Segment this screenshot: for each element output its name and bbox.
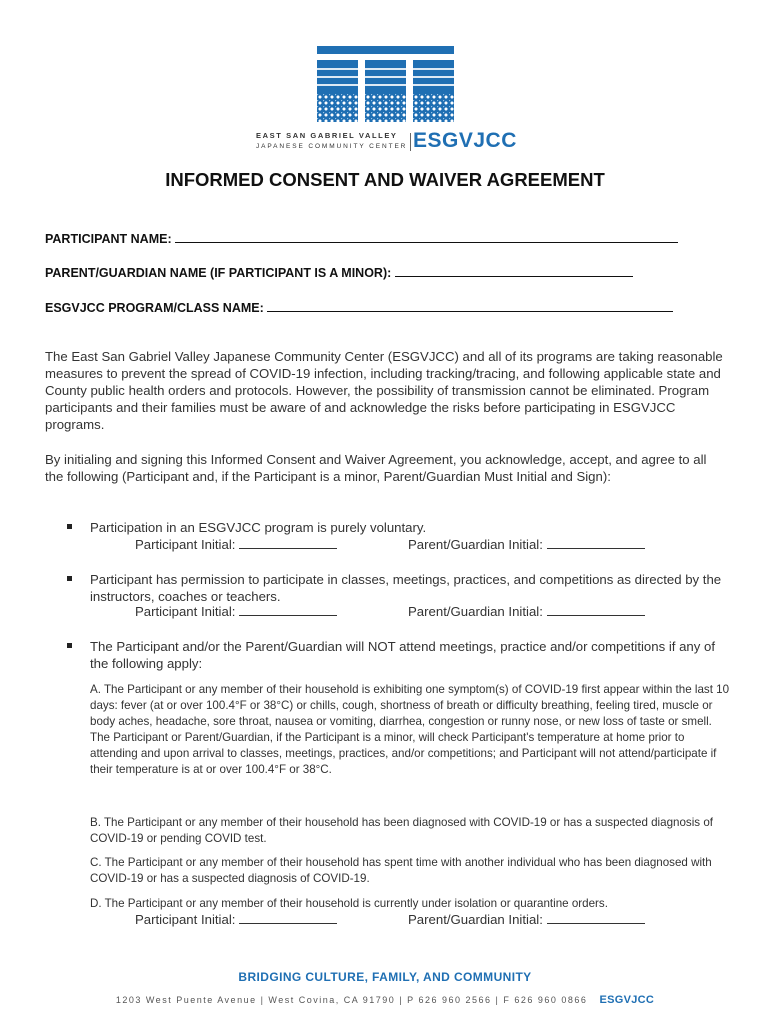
guardian-name-field[interactable] xyxy=(45,264,633,280)
program-name-line[interactable] xyxy=(267,299,673,312)
bullet-marker xyxy=(67,576,72,581)
logo-column-middle xyxy=(365,60,406,122)
document-title: INFORMED CONSENT AND WAIVER AGREEMENT xyxy=(165,169,605,190)
intro-paragraph: The East San Gabriel Valley Japanese Community Center (ESGVJCC) and all of its programs are taking reasonable measures to prevent the spread of COVID-19 infection, including tracking/tracing, and following applicable state and County public health orders and protocols. However, the possibility of transmission cannot be eliminated. Program participants and their families must be aware of and acknowledge the risks before participating in ESGVJCC programs. xyxy=(45,349,723,432)
condition-d: D. The Participant or any member of their household is currently under isolation or quarantine orders. xyxy=(90,897,608,910)
guardian-initial-1[interactable] xyxy=(408,537,645,552)
guardian-initial-2[interactable] xyxy=(408,604,645,619)
agreement-intro-paragraph: By initialing and signing this Informed Consent and Waiver Agreement, you acknowledge, accept, and agree to all the following (Participant and, if the Participant is a minor, Parent/Guardian Must Initial and Sign): xyxy=(45,452,707,484)
condition-c: C. The Participant or any member of their household has spent time with another individual who has been diagnosed with COVID-19 or has a suspected diagnosis of COVID-19. xyxy=(90,856,712,885)
bullet-permission: Participant has permission to participate in classes, meetings, practices, and competitions as directed by the instructors, coaches or teachers. xyxy=(90,572,722,604)
participant-initial-line[interactable] xyxy=(239,537,337,549)
participant-name-line[interactable] xyxy=(175,230,678,243)
guardian-initial-line[interactable] xyxy=(547,537,645,549)
logo-org-line2: JAPANESE COMMUNITY CENTER xyxy=(256,143,408,150)
participant-initial-line[interactable] xyxy=(239,912,337,924)
logo-divider xyxy=(410,133,411,151)
guardian-initial-label: Parent/Guardian Initial: xyxy=(408,604,543,619)
guardian-initial-label: Parent/Guardian Initial: xyxy=(408,537,543,552)
logo-column-right xyxy=(413,60,454,122)
footer-address: 1203 West Puente Avenue | West Covina, CA 91790 | P 626 960 2566 | F 626 960 0866 xyxy=(115,995,588,1005)
condition-b: B. The Participant or any member of their household has been diagnosed with COVID-19 or has a suspected diagnosis of COVID-19 or pending COVID test. xyxy=(90,816,713,845)
participant-initial-label: Participant Initial: xyxy=(135,537,236,552)
participant-initial-label: Participant Initial: xyxy=(135,912,236,927)
participant-initial-line[interactable] xyxy=(239,604,337,616)
guardian-initial-3[interactable] xyxy=(408,912,645,927)
bullet-not-attend: The Participant and/or the Parent/Guardian will NOT attend meetings, practice and/or competitions if any of the following apply: xyxy=(90,639,716,671)
footer-brand: ESGVJCC xyxy=(599,994,655,1006)
participant-initial-1[interactable] xyxy=(135,537,337,552)
guardian-name-label: PARENT/GUARDIAN NAME (IF PARTICIPANT IS A MINOR): xyxy=(45,266,392,280)
bullet-marker xyxy=(67,643,72,648)
bullet-voluntary: Participation in an ESGVJCC program is purely voluntary. xyxy=(90,520,427,535)
bullet-marker xyxy=(67,524,72,529)
guardian-initial-line[interactable] xyxy=(547,604,645,616)
program-name-field[interactable] xyxy=(45,299,673,315)
participant-initial-3[interactable] xyxy=(135,912,337,927)
participant-initial-2[interactable] xyxy=(135,604,337,619)
program-name-label: ESGVJCC PROGRAM/CLASS NAME: xyxy=(45,301,264,315)
participant-name-field[interactable] xyxy=(45,230,678,246)
condition-a: A. The Participant or any member of their household is exhibiting one symptom(s) of COVID-19 first appear within the last 10 days: fever (at or over 100.4°F or 38°C) or chills, cough, shortness of breath or difficulty breathing, feeling tired, muscle or body aches, headache, sore throat, nausea or vomiting, diarrhea, congestion or runny nose, or new loss of taste or smell. The Participant or Parent/Guardian, if the Participant is a minor, will check Participant's temperature at home prior to attending and upon arrival to classes, meetings, practices, and/or competitions; and Participant will not attend/participate if their temperature is at or over 100.4°F or 38°C. xyxy=(90,683,730,776)
participant-initial-label: Participant Initial: xyxy=(135,604,236,619)
guardian-name-line[interactable] xyxy=(395,264,633,277)
footer-address-line xyxy=(0,994,770,1006)
logo-top-bar xyxy=(317,46,454,54)
guardian-initial-line[interactable] xyxy=(547,912,645,924)
guardian-initial-label: Parent/Guardian Initial: xyxy=(408,912,543,927)
logo-brand: ESGVJCC xyxy=(413,129,517,152)
logo-column-left xyxy=(317,60,358,122)
logo-org-line1: EAST SAN GABRIEL VALLEY xyxy=(256,131,398,140)
footer-tagline: BRIDGING CULTURE, FAMILY, AND COMMUNITY xyxy=(238,970,532,984)
participant-name-label: PARTICIPANT NAME: xyxy=(45,232,172,246)
